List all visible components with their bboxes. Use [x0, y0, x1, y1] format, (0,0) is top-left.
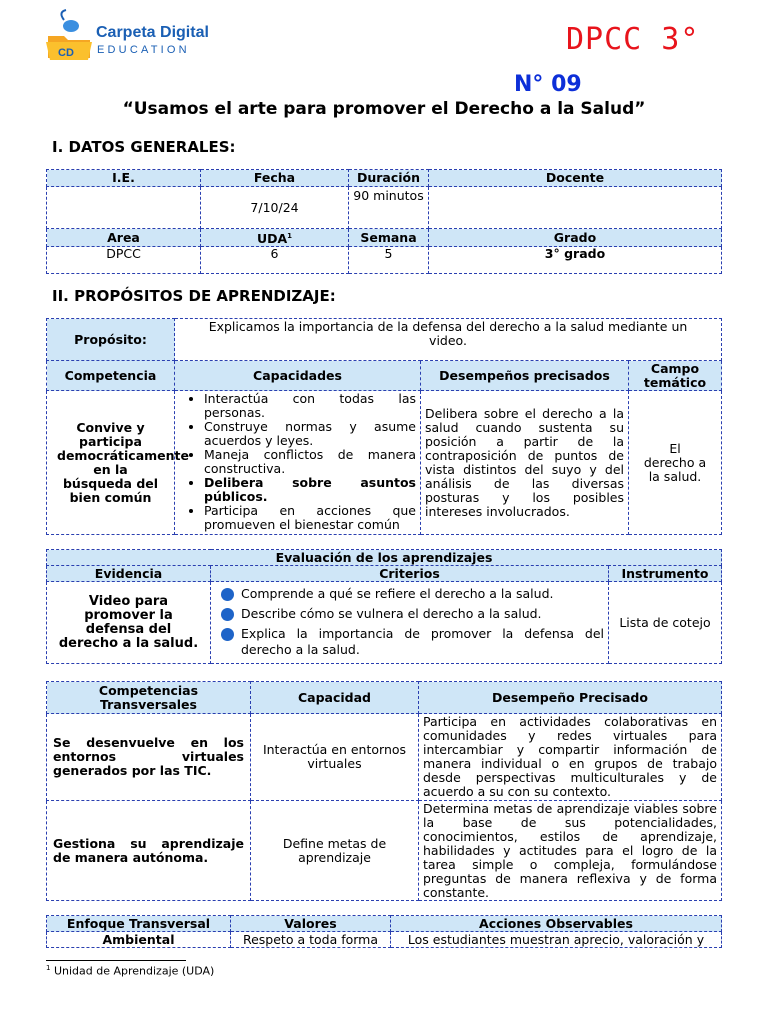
logo — [44, 6, 224, 62]
header-campo: Campo temático — [629, 361, 722, 391]
criterio-text: Explica la importancia de promover la defensa del derecho a la salud. — [241, 626, 604, 657]
value-area: DPCC — [47, 247, 201, 274]
header-capacidades: Capacidades — [175, 361, 421, 391]
header-desempeno-precisado: Desempeño Precisado — [419, 682, 722, 714]
value-docente — [429, 187, 722, 229]
bullet-dot-icon — [221, 588, 234, 601]
header-criterios: Criterios — [211, 566, 609, 582]
header-semana: Semana — [349, 229, 429, 247]
capacidad-item: • Delibera sobre asuntos públicos. — [204, 476, 416, 504]
bullet-dot-icon — [221, 628, 234, 641]
header-competencia: Competencia — [47, 361, 175, 391]
header-uda — [201, 229, 349, 247]
header-capacidad: Capacidad — [251, 682, 419, 714]
header-uda-label: UDA — [256, 231, 288, 247]
value-ie — [47, 187, 201, 229]
enfoque-table — [46, 915, 722, 948]
campo-text: El derecho a la salud. — [629, 391, 722, 535]
value-uda: 6 — [201, 247, 349, 274]
capacidad-item: • Maneja conflictos de manera constructiva. — [204, 448, 416, 476]
capacidades-cell — [175, 391, 421, 535]
criterio-text: Comprende a qué se refiere el derecho a la salud. — [241, 586, 554, 601]
criterio-item — [215, 586, 604, 602]
value-grado: 3° grado — [429, 247, 722, 274]
transversal-capacidad: Interactúa en entornos virtuales — [251, 714, 419, 801]
capacidades-list — [179, 392, 416, 532]
header-valores: Valores — [231, 916, 391, 932]
criterios-cell — [211, 582, 609, 664]
header-ie: I.E. — [47, 170, 201, 187]
transversal-competencia: Gestiona su aprendizaje de manera autónoma. — [47, 801, 251, 901]
header-enfoque: Enfoque Transversal — [47, 916, 231, 932]
acciones-value: Los estudiantes muestran aprecio, valoración y — [391, 932, 722, 948]
criterio-text: Describe cómo se vulnera el derecho a la salud. — [241, 606, 542, 621]
header-fecha: Fecha — [201, 170, 349, 187]
competencia-text: Convive y participa democráticamente en la búsqueda del bien común — [47, 391, 175, 535]
header-duracion: Duración — [349, 170, 429, 187]
evidencia-text: Video para promover la defensa del derecho a la salud. — [47, 582, 211, 664]
grade-title: DPCC 3° — [566, 22, 700, 57]
criterios-list — [215, 586, 604, 658]
valores-value: Respeto a toda forma — [231, 932, 391, 948]
document-title: “Usamos el arte para promover el Derecho a la Salud” — [122, 99, 646, 119]
transversal-competencia: Se desenvuelve en los entornos virtuales generados por las TIC. — [47, 714, 251, 801]
header-evidencia: Evidencia — [47, 566, 211, 582]
header-competencias-transversales: Competencias Transversales — [47, 682, 251, 714]
criterio-item — [215, 606, 604, 622]
enfoque-value: Ambiental — [47, 932, 231, 948]
instrumento-text: Lista de cotejo — [609, 582, 722, 664]
document-number: N° 09 — [514, 72, 582, 97]
footnote — [46, 964, 214, 978]
footnote-divider — [46, 960, 186, 961]
header-desempenos: Desempeños precisados — [421, 361, 629, 391]
logo-line1: Carpeta Digital — [96, 24, 209, 41]
datos-generales-table — [46, 169, 722, 274]
logo-line2: EDUCATION — [97, 44, 190, 56]
header-area: Area — [47, 229, 201, 247]
section-propositos: II. PROPÓSITOS DE APRENDIZAJE: — [52, 287, 336, 305]
logo-badge: CD — [58, 47, 74, 59]
capacidad-item: • Construye normas y asume acuerdos y leyes. — [204, 420, 416, 448]
transversales-table — [46, 681, 722, 901]
capacidad-item: • Interactúa con todas las personas. — [204, 392, 416, 420]
header-instrumento: Instrumento — [609, 566, 722, 582]
value-duracion: 90 minutos — [349, 187, 429, 229]
value-fecha: 7/10/24 — [201, 187, 349, 229]
propositos-table — [46, 318, 722, 535]
proposito-text: Explicamos la importancia de la defensa del derecho a la salud mediante un video. — [175, 319, 722, 361]
proposito-label: Propósito: — [47, 319, 175, 361]
footnote-text: Unidad de Aprendizaje (UDA) — [50, 964, 215, 978]
transversal-capacidad: Define metas de aprendizaje — [251, 801, 419, 901]
value-semana: 5 — [349, 247, 429, 274]
logo-mouse-folder-icon — [44, 6, 100, 62]
transversal-desempeno: Determina metas de aprendizaje viables sobre la base de sus potencialidades, conocimientos, estilos de aprendizaje, habilidades y actitudes para el logro de la tarea simple o compleja, formulándose preguntas de manera reflexiva y de forma constante. — [419, 801, 722, 901]
evaluacion-table — [46, 549, 722, 664]
header-acciones: Acciones Observables — [391, 916, 722, 932]
header-docente: Docente — [429, 170, 722, 187]
section-datos-generales: I. DATOS GENERALES: — [52, 138, 236, 156]
evaluacion-title: Evaluación de los aprendizajes — [47, 550, 722, 566]
bullet-dot-icon — [221, 608, 234, 621]
header-grado: Grado — [429, 229, 722, 247]
desempeno-text: Delibera sobre el derecho a la salud cuando sustenta su posición a partir de la contraposición de puntos de vista distintos del suyo y del análisis de las diversas posturas y los posibles intereses involucrados. — [421, 391, 629, 535]
transversal-desempeno: Participa en actividades colaborativas en comunidades y redes virtuales para intercambiar y compartir información de manera individual o en grupos de trabajo desde perspectivas multiculturales y de acuerdo a su con su contexto. — [419, 714, 722, 801]
footnote-ref: 1 — [287, 232, 293, 240]
criterio-item — [215, 626, 604, 658]
capacidad-item: • Participa en acciones que promueven el bienestar común — [204, 504, 416, 532]
footnote-number: 1 — [46, 964, 51, 972]
